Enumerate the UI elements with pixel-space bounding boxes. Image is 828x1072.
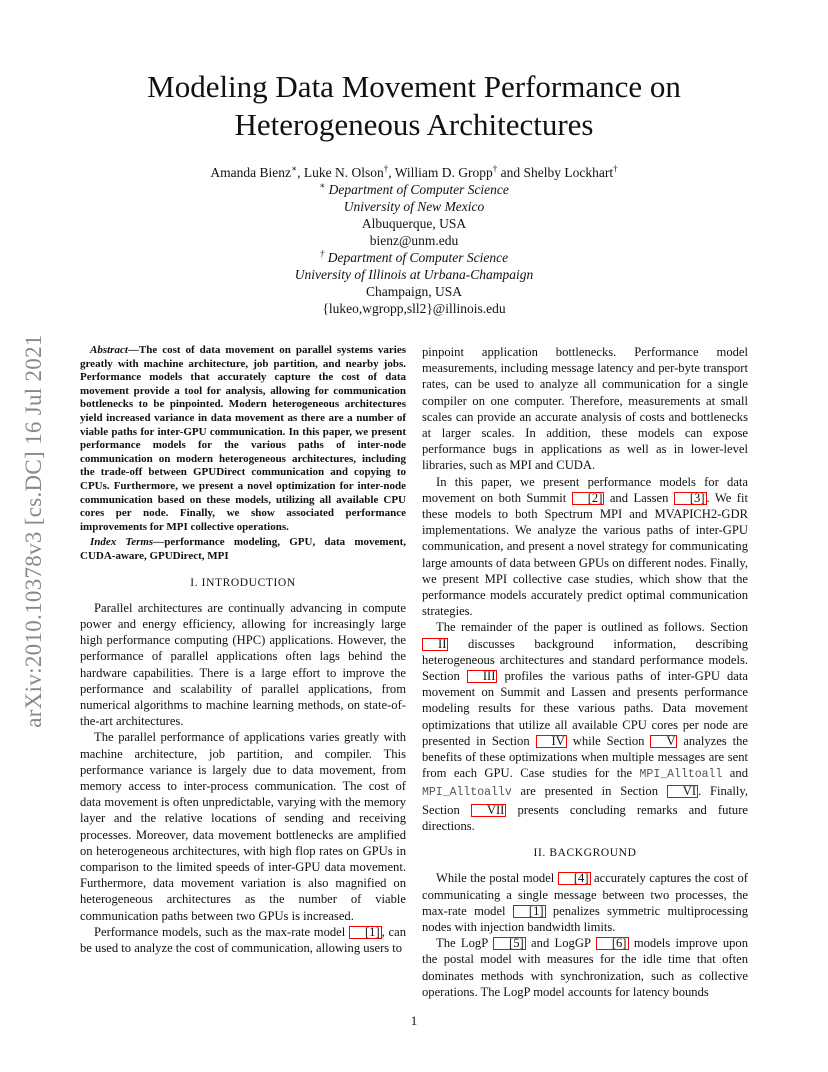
affiliation-2-dept: † Department of Computer Science (319, 248, 509, 265)
citation-link[interactable]: [1] (349, 926, 382, 939)
left-column (80, 344, 406, 956)
citation-link[interactable]: [1] (513, 905, 546, 918)
section-heading-introduction: I. INTRODUCTION (190, 576, 296, 589)
paragraph: The LogP [5] and LogGP [6] models improve upon the postal model with measures for the idle time that often dominates methods with synchronization, such as collective operations. The LogP model accounts for latency bounds (422, 936, 749, 999)
citation-link[interactable]: [3] (674, 492, 707, 505)
page-number: 1 (410, 1013, 418, 1028)
code-alltoallv: MPI_Alltoallv (422, 786, 512, 800)
author-block (100, 164, 728, 317)
affiliation-2-city: Champaign, USA (366, 284, 462, 299)
code-alltoall: MPI_Alltoall (639, 768, 723, 782)
affiliation-1-city: Albuquerque, USA (361, 216, 467, 231)
affiliation-2-univ: University of Illinois at Urbana-Champaign (294, 267, 534, 282)
paragraph: In this paper, we present performance models for data movement on both Summit [2] and Lassen [3] . We fit these models to both Spectrum MPI and MVAPICH2-GDR implementations. We analyze the various paths of inter-GPU communication, and present a novel strategy for communicating large amounts of data between GPUs on different nodes. Finally, we present MPI collective case studies, which show that the performance models accurately predict optimal communication strategies. (422, 474, 748, 619)
citation-link[interactable]: [5] (493, 937, 526, 950)
paragraph: The remainder of the paper is outlined as follows. Section II discusses background information, describing heterogeneous architectures and standard performance models. Section III profiles the various paths of inter-GPU data movement on Summit and Lassen and presents performance modeling results for these various paths. Data movement optimizations that utilize all available CPU cores per node are presented in Section IV while Section V analyzes the benefits of these optimizations when multiple messages are sent from each GPU. Case studies for the MPI_Alltoall and MPI_Alltoallv are presented in Section VI . Finally, Section VII presents concluding remarks and future directions. (422, 620, 748, 833)
paragraph: Parallel architectures are continually advancing in compute power and energy efficiency, allowing for increasingly large high performance computing (HPC) applications. However, the performance of parallel applications often lags behind the hardware capabilities. There is a large effort to improve the performance and scalability of parallel applications, from numerical algorithms to machine learning methods, on state-of-the-art architectures. (80, 600, 406, 729)
paragraph: While the postal model [4] accurately captures the cost of communicating a single message between two processes, the max-rate model [1] penalizes symmetric multiprocessing nodes with injection bandwidth limits. (422, 871, 748, 934)
title-line-2: Heterogeneous Architectures (234, 107, 594, 142)
abstract: Abstract—The cost of data movement on parallel systems varies greatly with machine architecture, job partition, and nearby jobs. Performance models that accurately capture the cost of data movement provide a tool for analysis, allowing for communication bottlenecks to be pinpointed. Modern heterogeneous architectures yield increased variance in data movement as there are a number of viable paths for inter-GPU communication. In this paper, we present performance models for the various paths of inter-node communication on modern heterogeneous architectures, including the trade-off between GPUDirect communication and copying to CPUs. Furthermore, we present a novel optimization for inter-node communication based on these models, utilizing all available CPU cores per node. Finally, we show associated performance improvements for MPI collective operations. (80, 344, 406, 533)
citation-link[interactable]: [2] (572, 492, 605, 505)
section-link[interactable]: III (467, 670, 498, 683)
citation-link[interactable]: [4] (558, 872, 591, 885)
paper-title (60, 68, 768, 144)
title-line-1: Modeling Data Movement Performance on (147, 69, 681, 104)
affiliation-1-univ: University of New Mexico (343, 199, 485, 214)
affiliation-1-email[interactable]: bienz@unm.edu (369, 233, 459, 248)
section-link[interactable]: II (422, 638, 448, 651)
affiliation-1-dept: ∗ Department of Computer Science (319, 180, 509, 197)
section-link[interactable]: V (650, 735, 677, 748)
arxiv-sidebar (18, 296, 50, 766)
arxiv-identifier[interactable]: arXiv:2010.10378v3 [cs.DC] 16 Jul 2021 (21, 334, 46, 728)
paragraph: The parallel performance of applications varies greatly with machine architecture, job partition, and compiler. This performance variance is largely due to data movement, from memory access to inter-process communication. The cost of data movement is often unpredictable, varying with the memory layer and the relative locations of sending and receiving processes. Moreover, data movement bottlenecks are amplified on heterogeneous architectures, with high flop rates on GPUs in comparison to the limited speeds of inter-GPU data movement. Furthermore, data movement variation is also magnified on heterogeneous architectures as the number of viable communication paths between two GPUs is increased. (80, 730, 406, 923)
section-link[interactable]: VI (667, 785, 698, 798)
section-link[interactable]: VII (471, 804, 506, 817)
author-list: Amanda Bienz∗, Luke N. Olson†, William D. Gropp† and Shelby Lockhart† (210, 163, 618, 180)
affiliation-2-email[interactable]: {lukeo,wgropp,sll2}@illinois.edu (322, 301, 506, 316)
paragraph: Performance models, such as the max-rate model [1] , can be used to analyze the cost of communication, allowing users to (80, 924, 406, 955)
section-link[interactable]: IV (536, 735, 567, 748)
paragraph: pinpoint application bottlenecks. Performance model measurements, including message latency and per-byte transport rates, can be used to analyze all communication for a single compiler on one computer. Therefore, measurements at small scales can provide an accurate analysis of costs and bottlenecks at larger scales. In addition, these models can expose performance bugs in applications as well as in lower-level libraries, such as MPI and CUDA. (422, 345, 748, 473)
section-heading-background: II. BACKGROUND (533, 847, 637, 860)
citation-link[interactable]: [6] (596, 937, 629, 950)
index-terms: Index Terms—performance modeling, GPU, data movement, CUDA-aware, GPUDirect, MPI (80, 536, 406, 562)
right-column (422, 344, 748, 1000)
